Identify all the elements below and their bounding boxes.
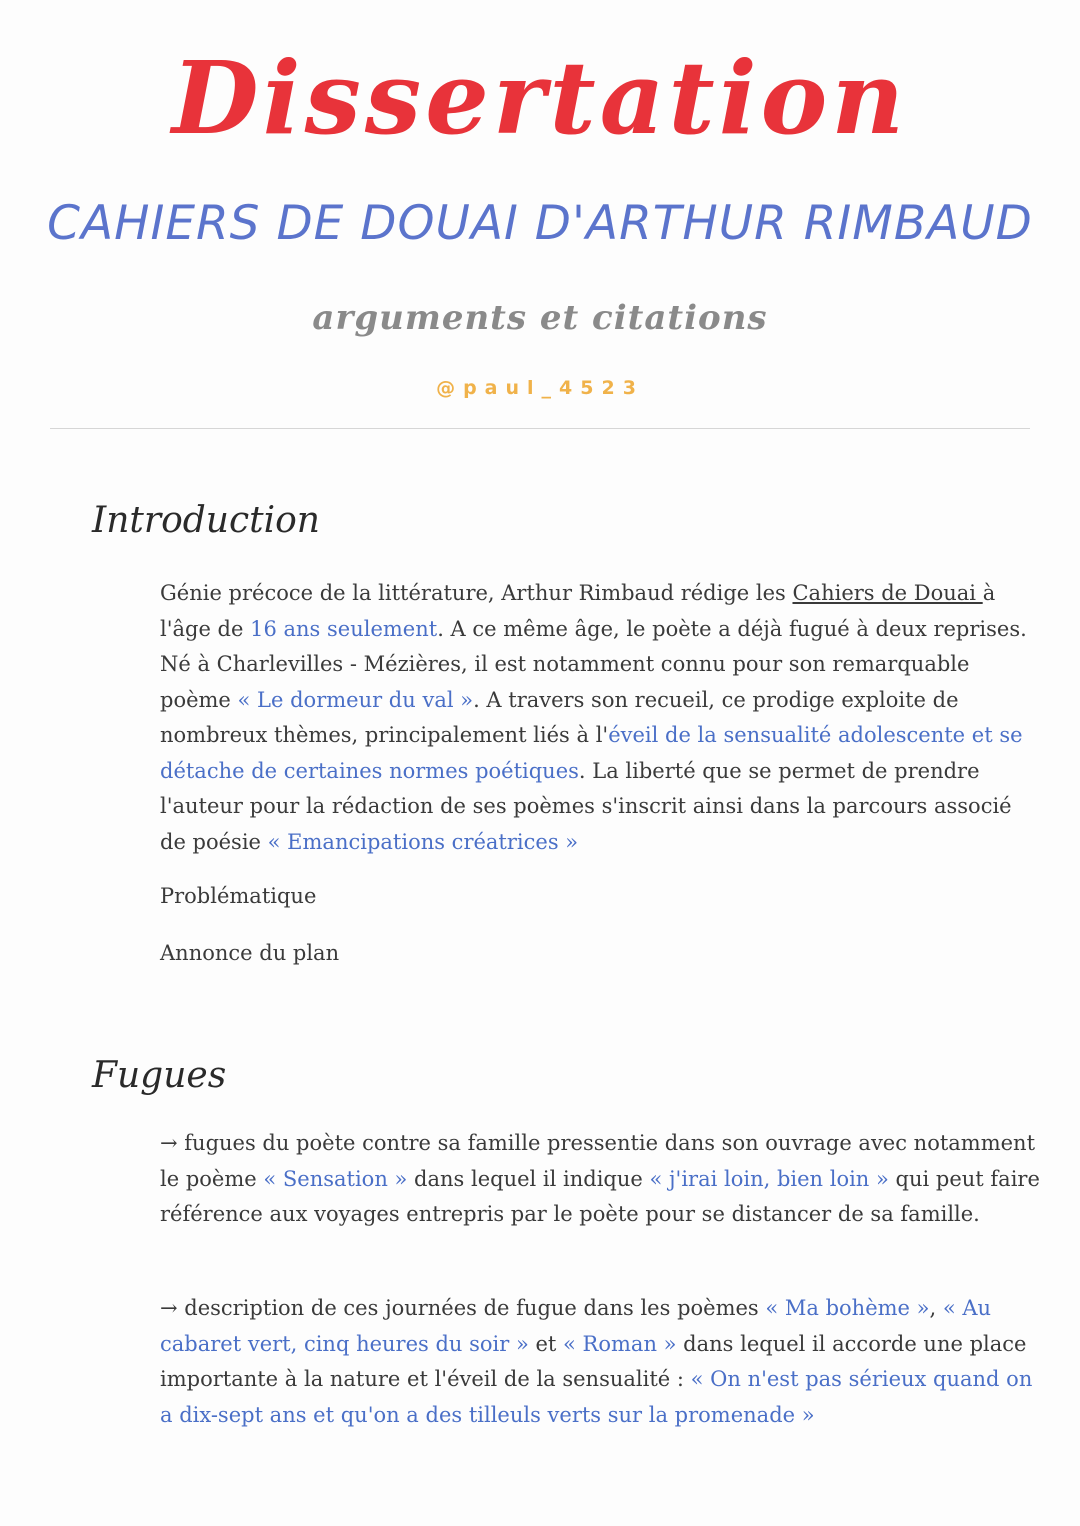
intro-text-3: . A ce même âge, le poète a déjà fugué à deux reprises. Né à Charlevilles - Mézières, il est notamment connu pour son remarquable poème <box>160 616 1027 712</box>
fugues-p2-poem-1: « Ma bohème » <box>765 1296 930 1320</box>
page-title: Dissertation <box>171 39 909 157</box>
section-heading-fugues: Fugues <box>92 1055 227 1096</box>
intro-parcours-highlight: « Emancipations créatrices » <box>267 829 579 854</box>
intro-poem-highlight: « Le dormeur du val » <box>237 687 474 712</box>
introduction-paragraph <box>160 576 1040 860</box>
fugues-p1-poem: « Sensation » <box>263 1166 408 1191</box>
intro-work-title: Cahiers de Douai <box>792 581 983 605</box>
fugues-paragraph-2 <box>160 1291 1040 1433</box>
page-subtitle: CAHIERS DE DOUAI D'ARTHUR RIMBAUD <box>47 196 1033 251</box>
fugues-p2-poem-2: « Au cabaret vert, cinq heures du soir » <box>160 1296 992 1356</box>
intro-text-4: . A travers son recueil, ce prodige exploite de nombreux thèmes, principalement liés à l' <box>160 687 959 747</box>
intro-text-1: Génie précoce de la littérature, Arthur Rimbaud rédige les <box>160 581 793 605</box>
problematique-label: Problématique <box>160 884 317 908</box>
intro-text-5: . La liberté que se permet de prendre l'auteur pour la rédaction de ses poèmes s'inscrit ainsi dans la parcours associé de poésie <box>160 758 1012 854</box>
fugues-p1-quote: « j'irai loin, bien loin » <box>649 1166 889 1191</box>
section-heading-introduction: Introduction <box>92 500 320 541</box>
fugues-p1-text-3: qui peut faire référence aux voyages entrepris par le poète pour se distancer de sa famille. <box>160 1166 1040 1226</box>
annonce-plan-label: Annonce du plan <box>160 941 340 965</box>
page-tagline: arguments et citations <box>312 298 768 338</box>
intro-theme-highlight: éveil de la sensualité adolescente et se détache de certaines normes poétiques <box>160 723 1023 783</box>
fugues-p2-poem-3: « Roman » <box>563 1331 677 1356</box>
fugues-p2-text-4: dans lequel il accorde une place importante à la nature et l'éveil de la sensualité : <box>160 1331 1027 1391</box>
header-divider <box>50 428 1030 429</box>
fugues-p2-quote: « On n'est pas sérieux quand on a dix-sept ans et qu'on a des tilleuls verts sur la promenade » <box>160 1367 1033 1427</box>
author-handle: @paul_4523 <box>436 377 644 399</box>
fugues-p2-text-2: , <box>929 1296 943 1320</box>
fugues-paragraph-1 <box>160 1126 1040 1233</box>
fugues-p2-text-1: → description de ces journées de fugue dans les poèmes <box>160 1296 766 1320</box>
intro-text-2: à l'âge de <box>160 581 996 641</box>
fugues-p1-text-2: dans lequel il indique <box>407 1166 650 1191</box>
fugues-p2-text-3: et <box>528 1331 564 1356</box>
intro-age-highlight: 16 ans seulement <box>250 616 438 641</box>
fugues-p1-text-1: → fugues du poète contre sa famille pressentie dans son ouvrage avec notamment le poème <box>160 1131 1036 1191</box>
